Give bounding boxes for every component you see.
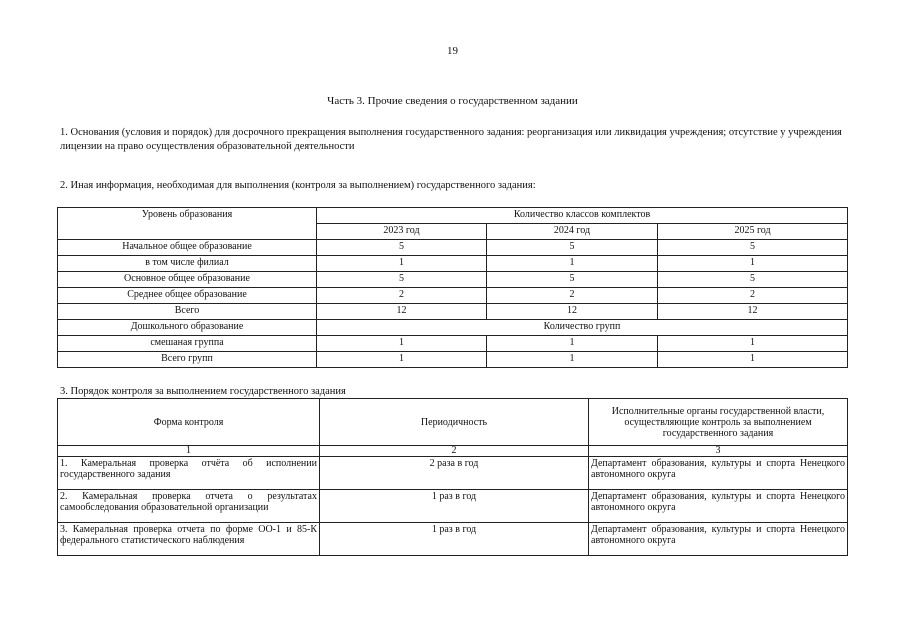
table-row	[58, 457, 848, 490]
period-header: Периодичность	[320, 399, 589, 446]
cell-value: 12	[658, 304, 848, 320]
year-header: 2024 год	[487, 224, 658, 240]
column-number: 3	[589, 446, 848, 457]
control-period: 1 раз в год	[320, 523, 589, 556]
cell-value: 1	[658, 336, 848, 352]
control-period: 2 раза в год	[320, 457, 589, 490]
section-1-text: 1. Основания (условия и порядок) для досрочного прекращения выполнения государственного задания: реорганизация или ликвидация учреждения; отсутствие у учреждения лицензии на право осуществления образовательной деятельности	[60, 127, 842, 152]
row-label: Дошкольного образование	[58, 320, 317, 336]
control-table-header-row	[58, 399, 848, 446]
preschool-row	[58, 320, 848, 336]
control-form: 2. Камеральная проверка отчета о результатах самообследования образовательной организации	[58, 490, 320, 523]
cell-value: 12	[487, 304, 658, 320]
row-label: Всего групп	[58, 352, 317, 368]
classes-table	[57, 207, 848, 368]
page-number: 19	[447, 45, 458, 57]
cell-value: 1	[317, 352, 487, 368]
cell-value: 5	[317, 272, 487, 288]
table-row	[58, 523, 848, 556]
column-numbers-row	[58, 446, 848, 457]
form-header: Форма контроля	[58, 399, 320, 446]
table-row	[58, 352, 848, 368]
classes-table-header-row	[58, 208, 848, 224]
cell-value: 5	[658, 240, 848, 256]
control-org: Департамент образования, культуры и спорта Ненецкого автономного округа	[589, 490, 848, 523]
cell-value: 5	[487, 272, 658, 288]
table-row	[58, 240, 848, 256]
row-label: Среднее общее образование	[58, 288, 317, 304]
table-row	[58, 256, 848, 272]
cell-value: 2	[487, 288, 658, 304]
column-number: 2	[320, 446, 589, 457]
section-3-text: 3. Порядок контроля за выполнением государственного задания	[60, 386, 346, 397]
row-label: смешаная группа	[58, 336, 317, 352]
control-period: 1 раз в год	[320, 490, 589, 523]
cell-value: 1	[487, 336, 658, 352]
row-label: в том числе филиал	[58, 256, 317, 272]
part-title: Часть 3. Прочие сведения о государственном задании	[327, 95, 578, 107]
cell-value: 2	[658, 288, 848, 304]
classes-header: Количество классов комплектов	[317, 208, 848, 224]
cell-value: 5	[317, 240, 487, 256]
table-row	[58, 336, 848, 352]
control-org: Департамент образования, культуры и спорта Ненецкого автономного округа	[589, 457, 848, 490]
cell-value: 1	[487, 256, 658, 272]
cell-value: 1	[317, 256, 487, 272]
row-label: Начальное общее образование	[58, 240, 317, 256]
org-header: Исполнительные органы государственной власти, осуществляющие контроль за выполнением государственного задания	[589, 399, 848, 446]
cell-value: 1	[658, 256, 848, 272]
year-header: 2023 год	[317, 224, 487, 240]
control-org: Департамент образования, культуры и спорта Ненецкого автономного округа	[589, 523, 848, 556]
cell-value: 1	[487, 352, 658, 368]
cell-value: 5	[487, 240, 658, 256]
cell-value: 1	[317, 336, 487, 352]
column-number: 1	[58, 446, 320, 457]
groups-header: Количество групп	[317, 320, 848, 336]
year-header: 2025 год	[658, 224, 848, 240]
level-header: Уровень образования	[58, 208, 317, 240]
cell-value: 1	[658, 352, 848, 368]
table-row	[58, 288, 848, 304]
row-label: Всего	[58, 304, 317, 320]
control-form: 1. Камеральная проверка отчёта об исполнении государственного задания	[58, 457, 320, 490]
control-table	[57, 398, 848, 556]
cell-value: 5	[658, 272, 848, 288]
table-row	[58, 490, 848, 523]
table-row	[58, 304, 848, 320]
cell-value: 12	[317, 304, 487, 320]
cell-value: 2	[317, 288, 487, 304]
section-2-text: 2. Иная информация, необходимая для выполнения (контроля за выполнением) государственного задания:	[60, 180, 536, 191]
table-row	[58, 272, 848, 288]
row-label: Основное общее образование	[58, 272, 317, 288]
control-form: 3. Камеральная проверка отчета по форме ОО-1 и 85-К федерального статистического наблюдения	[58, 523, 320, 556]
